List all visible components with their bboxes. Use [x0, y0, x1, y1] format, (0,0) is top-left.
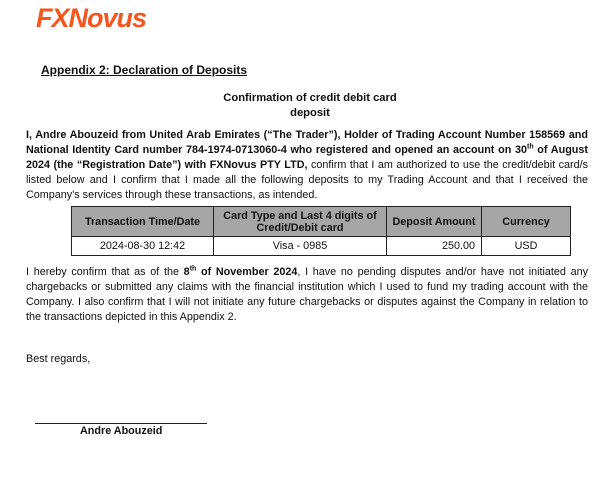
cell-card-type: Visa - 0985 — [214, 237, 387, 256]
svg-text:FXNovus: FXNovus — [36, 4, 147, 30]
confirmation-date: 8th of November 2024 — [183, 265, 298, 278]
document-title — [0, 91, 600, 121]
cell-currency: USD — [482, 237, 571, 256]
title-line-1: Confirmation of credit debit card — [223, 92, 397, 104]
confirmation-paragraph: I hereby confirm that as of the 8th of November 2024, I have no pending disputes and/or have not initiated any chargebacks or submitted any claims with the financial institution which I used to fund my trading account with the Company. I also confirm that I will not initiate any future chargebacks or disputes against the Company in relation to the transactions depicted in this Appendix 2. — [26, 265, 589, 323]
table-row — [72, 237, 571, 256]
fxnovus-logo — [36, 4, 196, 30]
title-line-2: deposit — [290, 107, 330, 119]
deposits-table — [71, 206, 571, 256]
header-card-type: Card Type and Last 4 digits of Credit/Debit card — [214, 207, 387, 237]
signatory-name: Andre Abouzeid — [80, 425, 163, 437]
header-deposit-amount: Deposit Amount — [387, 207, 482, 237]
appendix-heading: Appendix 2: Declaration of Deposits — [41, 63, 248, 77]
header-transaction-date: Transaction Time/Date — [72, 207, 214, 237]
table-header-row — [72, 207, 571, 237]
declaration-body: confirm that I am authorized to use the credit/debit card/s listed below and I confirm that I made all the following deposits to my Trading Account and that I received the Company's services through these transactions, as intended. — [26, 159, 588, 201]
cell-deposit-amount: 250.00 — [387, 237, 482, 256]
declaration-paragraph — [26, 128, 588, 203]
cell-transaction-date: 2024-08-30 12:42 — [72, 237, 214, 256]
declaration-intro: I, Andre Abouzeid from United Arab Emirates (“The Trader”), Holder of Trading Account Number 158569 and National Identity Card number 784-1974-0713060-4 who registered and opened an account on 30th of August 2024 (the “Registration Date”) with FXNovus PTY LTD, — [26, 129, 588, 171]
signature-line — [35, 423, 207, 424]
header-currency: Currency — [482, 207, 571, 237]
closing-text: Best regards, — [26, 353, 91, 365]
